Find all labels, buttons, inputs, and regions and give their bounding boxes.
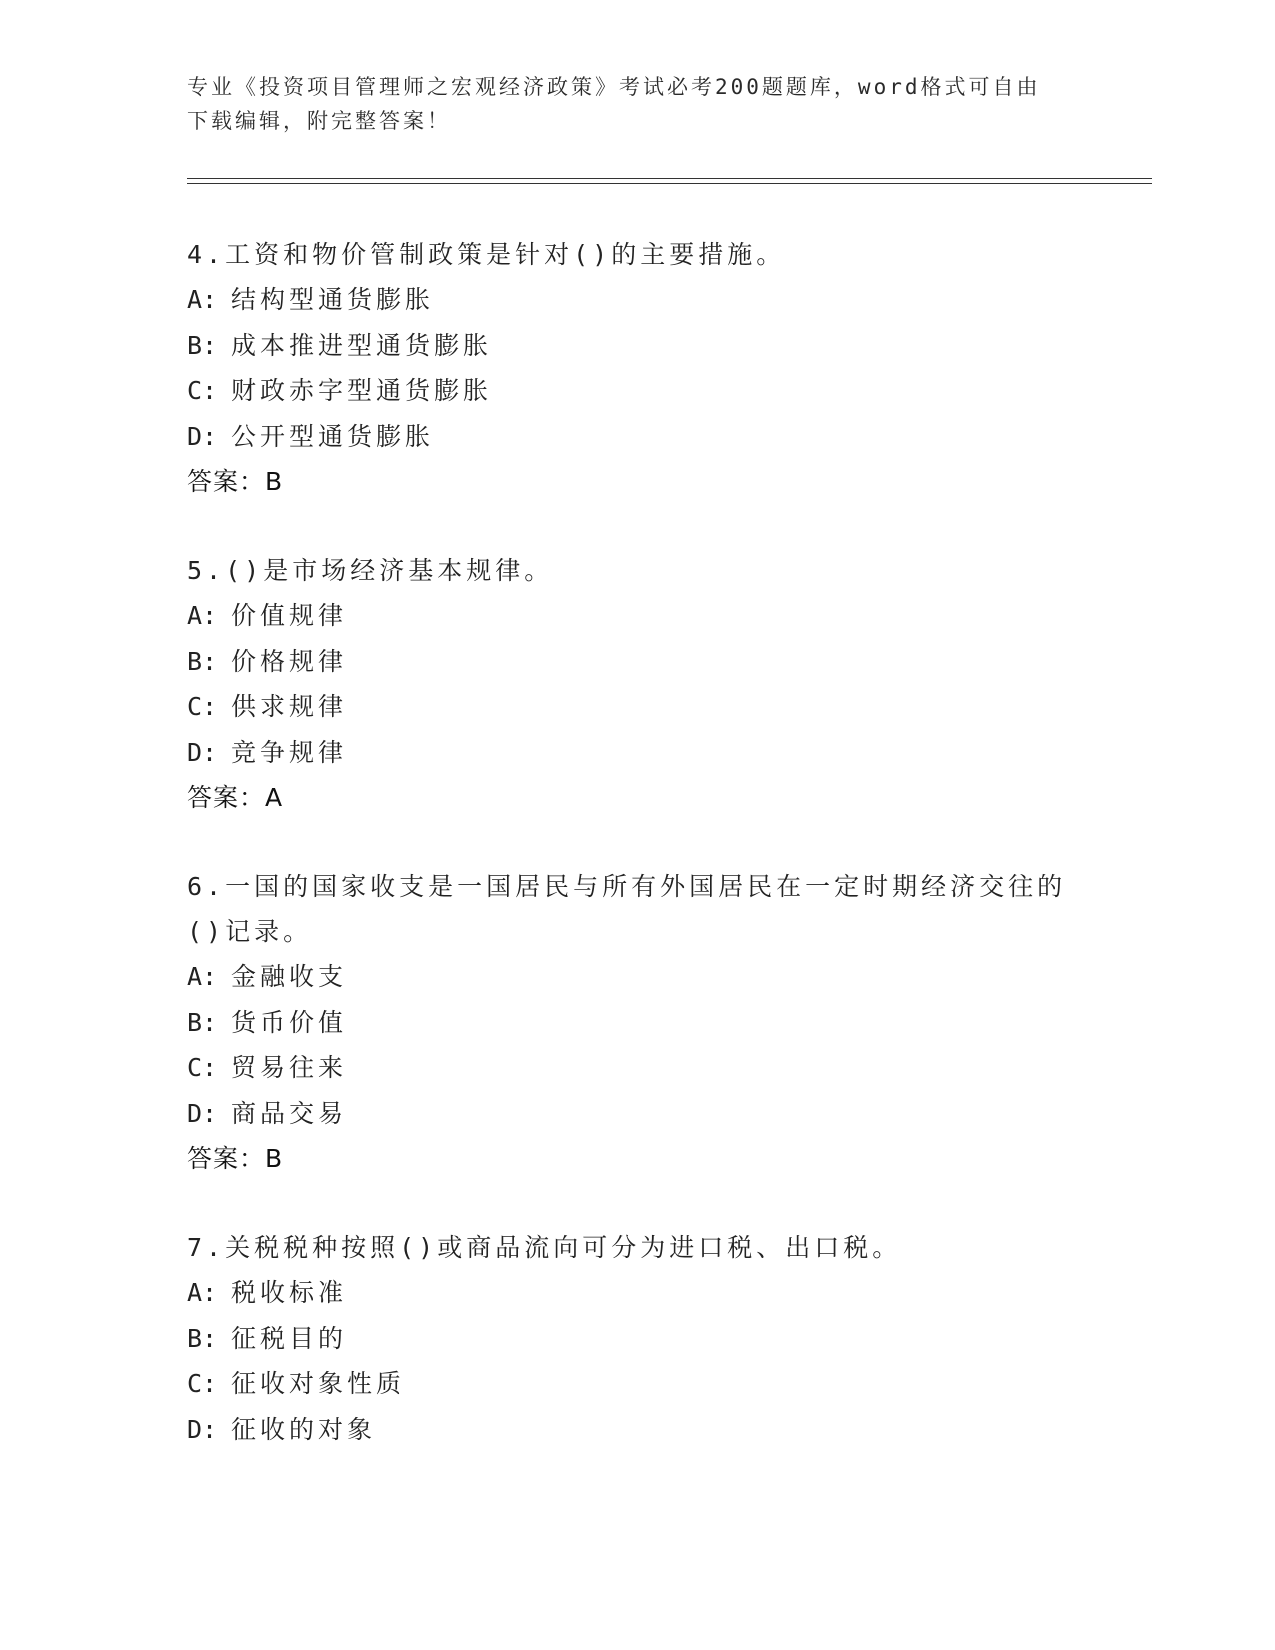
option-c	[187, 1045, 1087, 1091]
option-text: 征收的对象	[231, 1414, 377, 1444]
option-text: 金融收支	[231, 962, 348, 991]
option-key: B:	[187, 330, 218, 360]
option-text: 竞争规律	[231, 737, 348, 767]
option-text: 税收标准	[231, 1278, 348, 1307]
option-b	[187, 639, 1087, 685]
option-text: 征税目的	[231, 1323, 348, 1353]
option-a	[187, 954, 1087, 1000]
option-key: B:	[187, 1323, 218, 1353]
option-text: 价值规律	[231, 601, 348, 630]
question-stem: 7.关税税种按照()或商品流向可分为进口税、出口税。	[187, 1233, 902, 1262]
header-line-2: 下载编辑，附完整答案！	[187, 109, 451, 133]
option-c	[187, 368, 1087, 414]
option-b	[187, 1316, 1087, 1362]
option-c	[187, 1361, 1087, 1407]
header-divider-top	[187, 178, 1152, 179]
question-7	[187, 1225, 1087, 1452]
option-key: C:	[187, 692, 218, 721]
option-text: 贸易往来	[231, 1053, 348, 1082]
option-key: D:	[187, 421, 218, 451]
answer-line: 答案：A	[187, 783, 284, 812]
option-d	[187, 730, 1087, 776]
option-text: 公开型通货膨胀	[231, 421, 435, 451]
document-header	[187, 70, 1067, 138]
option-d	[187, 1407, 1087, 1453]
question-stem: 5.()是市场经济基本规律。	[187, 556, 554, 585]
option-text: 成本推进型通货膨胀	[231, 330, 493, 360]
header-divider-bottom	[187, 183, 1152, 184]
option-key: B:	[187, 646, 218, 676]
option-key: D:	[187, 1414, 218, 1444]
question-4	[187, 232, 1087, 504]
option-text: 结构型通货膨胀	[231, 285, 435, 314]
option-b	[187, 1000, 1087, 1046]
question-stem-continued: ()记录。	[187, 917, 313, 946]
option-a	[187, 277, 1087, 323]
option-key: D:	[187, 737, 218, 767]
option-text: 供求规律	[231, 692, 348, 721]
option-b	[187, 323, 1087, 369]
question-6	[187, 864, 1087, 1181]
option-d	[187, 414, 1087, 460]
option-c	[187, 684, 1087, 730]
answer-line: 答案：B	[187, 467, 284, 496]
option-text: 商品交易	[231, 1098, 348, 1128]
option-a	[187, 1270, 1087, 1316]
header-line-1: 专业《投资项目管理师之宏观经济政策》考试必考200题题库，word格式可自由	[187, 75, 1041, 99]
option-key: D:	[187, 1098, 218, 1128]
option-key: B:	[187, 1007, 218, 1037]
answer-line: 答案：B	[187, 1144, 284, 1173]
option-text: 价格规律	[231, 646, 348, 676]
option-d	[187, 1091, 1087, 1137]
question-stem: 4.工资和物价管制政策是针对()的主要措施。	[187, 240, 786, 269]
option-text: 财政赤字型通货膨胀	[231, 376, 493, 405]
option-key: A:	[187, 962, 218, 991]
option-a	[187, 593, 1087, 639]
option-text: 征收对象性质	[231, 1369, 406, 1398]
question-list	[187, 232, 1087, 1496]
option-key: A:	[187, 601, 218, 630]
question-stem: 6.一国的国家收支是一国居民与所有外国居民在一定时期经济交往的	[187, 872, 1067, 901]
option-key: C:	[187, 1369, 218, 1398]
option-key: C:	[187, 1053, 218, 1082]
option-text: 货币价值	[231, 1007, 348, 1037]
option-key: C:	[187, 376, 218, 405]
question-5	[187, 548, 1087, 820]
option-key: A:	[187, 285, 218, 314]
option-key: A:	[187, 1278, 218, 1307]
